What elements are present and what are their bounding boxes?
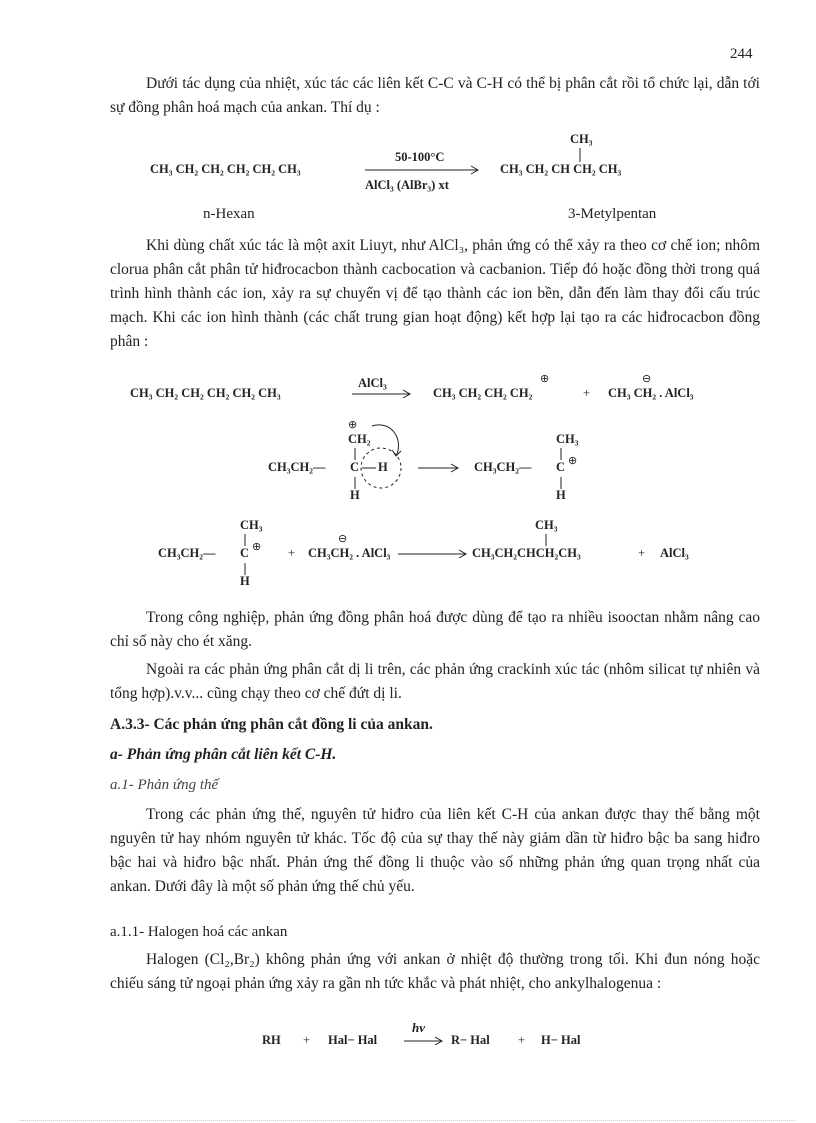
rx3-left-chain: CH₃CH₂—: [268, 460, 326, 474]
paragraph-3: [110, 606, 760, 654]
rx2-reagent: AlCl₃: [358, 376, 387, 390]
rx4-c-charge: ⊕: [252, 541, 262, 553]
paragraph-5: [110, 803, 760, 899]
rx1-condition-top: 50-100°C: [395, 150, 445, 164]
rx1-reactant: CH₃ CH₂ CH₂ CH₂ CH₂ CH₃: [150, 162, 301, 176]
rx3-c: C: [350, 460, 360, 474]
paragraph-4-text: Ngoài ra các phản ứng phân cắt dị li trên, các phản ứng crackinh xúc tác (nhôm silicat tự nhiên và tổng hợp).v.v... cũng chạy theo cơ chế đứt dị li.: [110, 661, 760, 702]
page-number: 244: [730, 46, 753, 62]
rx4-ch3-top: CH₃: [240, 518, 263, 532]
rx5-plus-1: +: [303, 1033, 311, 1047]
paragraph-1-text: Dưới tác dụng của nhiệt, xúc tác các liên kết C-C và C-H có thể bị phân cắt rồi tổ chức lại, dẫn tới sự đồng phân hoá mạch của ankan. Thí dụ :: [110, 75, 760, 116]
rx4-alcl3: AlCl₃: [660, 546, 689, 560]
rx2-cation: CH₃ CH₂ CH₂ CH₂: [433, 386, 533, 400]
rx3-curved-arrowhead: [392, 450, 401, 456]
rx3-right-chain: CH₃CH₂—: [474, 460, 532, 474]
rx2-cation-charge: ⊕: [540, 373, 550, 385]
rx4-plus: +: [288, 546, 296, 560]
paragraph-3-text: Trong công nghiệp, phản ứng đồng phân hoá được dùng để tạo ra nhiều isooctan nhằm nâng cao chỉ số này cho ét xăng.: [110, 609, 760, 650]
bottom-rule: [20, 1120, 796, 1121]
rx3-ch2-charge: ⊕: [348, 419, 358, 431]
rx5-hv: hν: [412, 1020, 425, 1035]
heading-a11: a.1.1- Halogen hoá các ankan: [110, 924, 288, 940]
heading-a1: a.1- Phản ứng thế: [110, 777, 219, 793]
rx3-curved-arrow: [372, 425, 399, 456]
rx3-h-bottom: H: [350, 488, 360, 502]
rx4-left-chain: CH₃CH₂—: [158, 546, 216, 560]
rx2-plus: +: [583, 386, 591, 400]
heading-a: a- Phản ứng phân cắt liên kết C-H.: [110, 746, 337, 763]
rx3-ch2: CH₂: [348, 432, 371, 446]
rx3-c-plus: C: [556, 460, 566, 474]
rx3-h-bottom-right: H: [556, 488, 566, 502]
rx1-product-name: 3-Metylpentan: [568, 206, 657, 222]
rx5-rh: RH: [262, 1033, 281, 1047]
paragraph-6: [110, 948, 760, 996]
rx2-anion-charge: ⊖: [642, 373, 652, 385]
rx4-h-bottom: H: [240, 574, 250, 588]
rx1-condition-bottom: AlCl₃ (AlBr₃) xt: [365, 178, 449, 192]
rx3-h-right: H: [378, 460, 388, 474]
rx3-c-plus-charge: ⊕: [568, 455, 578, 467]
paragraph-2-text: Khi dùng chất xúc tác là một axit Liuyt, như AlCl₃, phản ứng có thể xảy ra theo cơ chế ion; nhôm clorua phân cắt phân tử hiđrocacbon thành cacbocation và cacbanion. Tiếp đó hoặc đồng thời trong quá trình hình thành các ion, xảy ra sự chuyển vị để tạo thành các ion bền, dẫn đến làm thay đổi cấu trúc mạch. Khi các ion hình thành (các chất trung gian hoạt động) kết hợp lại tạo ra các hiđrocacbon đồng phân :: [110, 237, 760, 350]
rx4-product-branch: CH₃: [535, 518, 558, 532]
rx5-r-hal: R− Hal: [451, 1033, 490, 1047]
rx4-c: C: [240, 546, 250, 560]
rx5-hal-hal: Hal− Hal: [328, 1033, 378, 1047]
rx1-product-branch: CH₃: [570, 132, 593, 146]
rx3-ch3-top: CH₃: [556, 432, 579, 446]
rx4-anion-charge: ⊖: [338, 533, 348, 545]
rx4-plus-2: +: [638, 546, 646, 560]
rx2-reactant: CH₃ CH₂ CH₂ CH₂ CH₂ CH₃: [130, 386, 281, 400]
rx5-plus-2: +: [518, 1033, 526, 1047]
paragraph-4: [110, 658, 760, 706]
rx1-reactant-name: n-Hexan: [203, 206, 255, 222]
paragraph-5-text: Trong các phản ứng thế, nguyên tử hiđro của liên kết C-H của ankan được thay thế bằng một nguyên tử hay nhóm nguyên tử khác. Tốc độ của sự thay thế này giảm dần từ hiđro bậc ba sang hiđro bậc hai và hiđro bậc nhất. Phản ứng thế đồng li thuộc vào số những phản ứng quan trọng nhất của ankan. Dưới đây là một số phản ứng thế chủ yếu.: [110, 806, 760, 895]
rx2-anion: CH₃ CH₂ . AlCl₃: [608, 386, 694, 400]
rx1-product: CH₃ CH₂ CH CH₂ CH₃: [500, 162, 622, 176]
rx4-anion: CH₃CH₂ . AlCl₃: [308, 546, 391, 560]
rx5-h-hal: H− Hal: [541, 1033, 581, 1047]
heading-a33: A.3.3- Các phản ứng phân cắt đồng li của ankan.: [110, 716, 433, 733]
paragraph-6-text: Halogen (Cl₂,Br₂) không phản ứng với ankan ở nhiệt độ thường trong tối. Khi đun nóng hoặc chiếu sáng tử ngoại phản ứng xảy ra gần nh tức khắc và phát nhiệt, cho ankylhalogenua :: [110, 951, 760, 992]
rx4-product: CH₃CH₂CHCH₂CH₃: [472, 546, 581, 560]
